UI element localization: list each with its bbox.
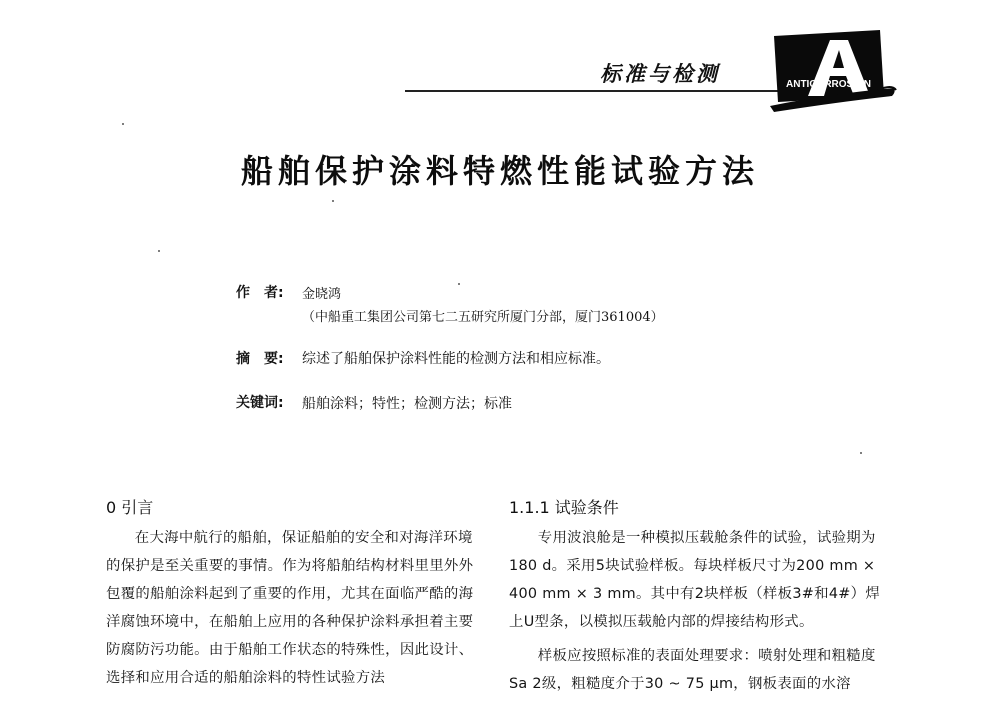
scan-speck <box>158 250 160 252</box>
section-tag: 标准与检测 <box>600 62 720 86</box>
paper-title: 船舶保护涂料特燃性能试验方法 <box>240 152 759 190</box>
abstract-text: 综述了船舶保护涂料性能的检测方法和相应标准。 <box>302 351 610 367</box>
scan-speck <box>458 283 460 285</box>
test-conditions-paragraph-1: 专用波浪舱是一种模拟压载舱条件的试验，试验期为180 d。采用5块试验样板。每块样板尺寸为200 mm × 400 mm × 3 mm。其中有2块样板（样板3#和4#）焊上U型条，以模拟压载舱内部的焊接结构形式。 <box>509 530 881 630</box>
intro-paragraph: 在大海中航行的船舶，保证船舶的安全和对海洋环境的保护是至关重要的事情。作为将船舶结构材料里里外外包覆的船舶涂料起到了重要的作用，尤其在面临严酷的海洋腐蚀环境中，在船舶上应用的各种保护涂料承担着主要防腐防污功能。由于船舶工作状态的特殊性，因此设计、选择和应用合适的船舶涂料的特性试验方法 <box>106 530 474 686</box>
scan-speck <box>332 200 334 202</box>
abstract-label: 摘 要: <box>236 351 284 367</box>
author-name: 金晓鸿 <box>302 287 342 302</box>
header-rule <box>405 90 785 92</box>
scan-speck <box>122 123 124 125</box>
section-heading-intro: 0 引言 <box>106 498 154 517</box>
anticorrosion-logo <box>768 26 898 112</box>
section-heading-test-conditions: 1.1.1 试验条件 <box>509 498 619 517</box>
affiliation: （中船重工集团公司第七二五研究所厦门分部，厦门361004） <box>302 310 664 325</box>
keywords-label: 关键词: <box>236 395 284 411</box>
author-label: 作 者: <box>236 285 284 301</box>
left-column <box>106 495 486 698</box>
logo-text: ANTICORROSION <box>786 79 871 90</box>
right-column <box>509 495 889 704</box>
test-conditions-paragraph-2: 样板应按照标准的表面处理要求：喷射处理和粗糙度Sa 2级，粗糙度介于30 ~ 75 μm，钢板表面的水溶 <box>509 648 876 692</box>
scan-speck <box>860 452 862 454</box>
keywords-text: 船舶涂料；特性；检测方法；标准 <box>302 396 512 412</box>
